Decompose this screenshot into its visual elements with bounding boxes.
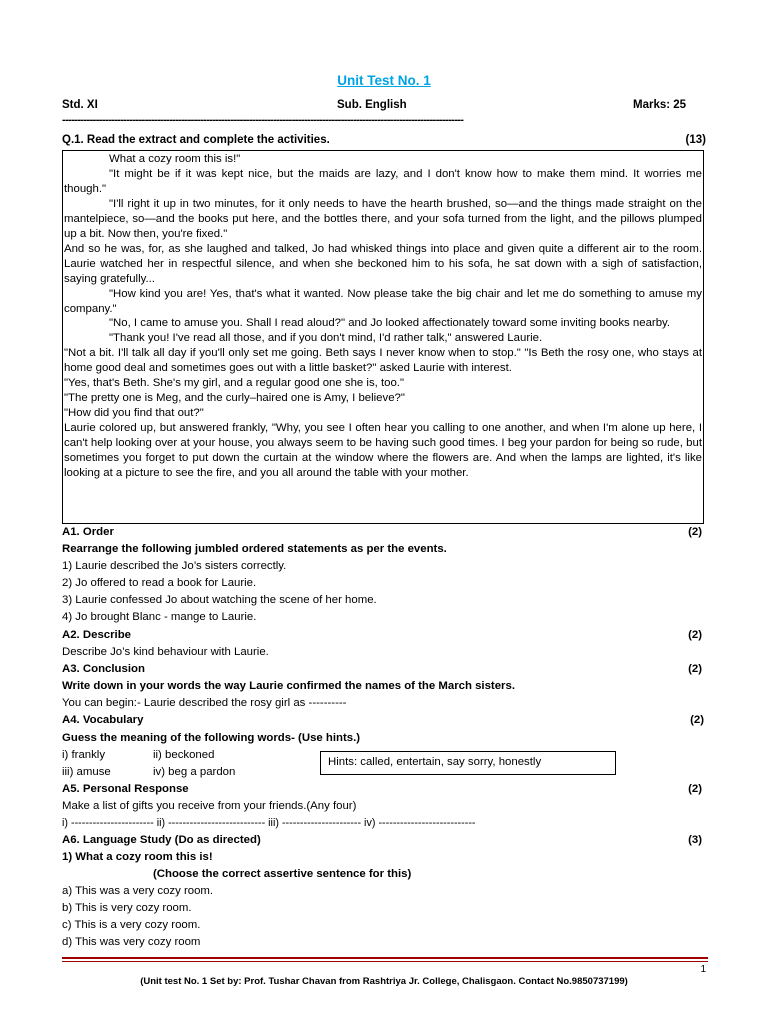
a1-item: 2) Jo offered to read a book for Laurie. xyxy=(62,577,257,589)
a1-instruction: Rearrange the following jumbled ordered statements as per the events. xyxy=(62,543,447,555)
a5-blanks: i) ----------------------- ii) --------------------------- iii) ---------------------- iv) --------------------------- xyxy=(62,817,476,829)
a5-title: A5. Personal Response xyxy=(62,783,189,795)
a6-option: a) This was a very cozy room. xyxy=(62,885,214,897)
a5-text: Make a list of gifts you receive from your friends.(Any four) xyxy=(62,800,357,812)
extract-paragraph: And so he was, for, as she laughed and talked, Jo had whisked things into place and given quite a different air to the room. Laurie watched her in respectful silence, and when she beckoned him to his sofa, he sat down with a sigh of satisfaction, saying gratefully... xyxy=(64,242,702,285)
a6-option: c) This is a very cozy room. xyxy=(62,919,201,931)
a6-heading xyxy=(62,833,702,847)
a2-marks: (2) xyxy=(688,629,702,641)
vocab-word: i) frankly xyxy=(62,749,106,761)
a4-instruction: Guess the meaning of the following words- (Use hints.) xyxy=(62,732,361,744)
extract-paragraph: "I'll right it up in two minutes, for it only needs to have the hearth brushed, so—and the things made straight on the mantelpiece, so—and the books put here, and the bottles there, and your sofa turned from the light, and the pillows plumped up a bit. Now then, you're fixed." xyxy=(64,197,702,240)
a6-option: d) This was very cozy room xyxy=(62,936,201,948)
a1-item: 3) Laurie confessed Jo about watching the scene of her home. xyxy=(62,594,377,606)
question-1-marks: (13) xyxy=(685,134,706,146)
extract-paragraph: Laurie colored up, but answered frankly, "Why, you see I often hear you calling to one another, and when I'm alone up here, I can't help looking over at your house, you always seem to be having such good times. I beg your pardon for being so rude, but sometimes you forget to put down the curtain at the window where the flowers are. And when the lamps are lighted, it's like looking at a picture to see the fire, and you all around the table with your mother. xyxy=(64,422,702,480)
question-1-heading xyxy=(62,134,706,146)
page-number: 1 xyxy=(700,964,706,975)
extract-paragraph: "Not a bit. I'll talk all day if you'll only set me going. Beth says I never know when to stop." "Is Beth the rosy one, who stays at home good deal and sometimes goes out with a little basket?" asked Laurie with interest. xyxy=(64,347,702,375)
footer-rule xyxy=(62,957,708,959)
a1-title: A1. Order xyxy=(62,526,114,538)
marks-label: Marks: 25 xyxy=(633,99,687,111)
a5-heading xyxy=(62,782,702,796)
extract-paragraph: "Thank you! I've read all those, and if you don't mind, I'd rather talk," answered Laurie. xyxy=(109,332,543,345)
a6-marks: (3) xyxy=(688,834,702,846)
a1-marks: (2) xyxy=(688,526,702,538)
a6-question: 1) What a cozy room this is! xyxy=(62,851,213,863)
extract-paragraph: "How kind you are! Yes, that's what it wanted. Now please take the big chair and let me do something to amuse my company." xyxy=(64,287,702,315)
vocab-word: ii) beckoned xyxy=(153,749,215,761)
footer-rule-thin xyxy=(62,961,708,962)
a2-title: A2. Describe xyxy=(62,629,132,641)
vocab-word: iv) beg a pardon xyxy=(153,766,236,778)
extract-paragraph: "Yes, that's Beth. She's my girl, and a regular good one she is, too." xyxy=(64,377,405,390)
extract-box xyxy=(62,150,704,524)
page-title: Unit Test No. 1 xyxy=(337,73,431,88)
extract-paragraph: "The pretty one is Meg, and the curly–haired one is Amy, I believe?" xyxy=(64,392,405,405)
a1-item: 1) Laurie described the Jo’s sisters correctly. xyxy=(62,560,287,572)
extract-paragraph: What a cozy room this is!" xyxy=(109,153,241,165)
extract-paragraph: "It might be if it was kept nice, but the maids are lazy, and I don't know how to make them mind. It worries me though." xyxy=(64,167,702,195)
a5-marks: (2) xyxy=(688,783,702,795)
a3-text: You can begin:- Laurie described the rosy girl as ---------- xyxy=(62,697,347,709)
subject-label: Sub. English xyxy=(337,99,407,111)
a3-marks: (2) xyxy=(688,663,702,675)
a1-heading xyxy=(62,525,702,539)
a6-option: b) This is very cozy room. xyxy=(62,902,192,914)
a2-text: Describe Jo’s kind behaviour with Laurie. xyxy=(62,646,269,658)
question-1-label: Q.1. Read the extract and complete the activities. xyxy=(62,134,330,146)
extract-paragraph: "How did you find that out?" xyxy=(64,407,204,420)
a6-instruction: (Choose the correct assertive sentence for this) xyxy=(153,868,412,880)
a4-heading xyxy=(62,713,702,727)
a1-item: 4) Jo brought Blanc - mange to Laurie. xyxy=(62,611,257,623)
extract-paragraph: "No, I came to amuse you. Shall I read aloud?" and Jo looked affectionately toward some inviting books nearby. xyxy=(109,317,671,330)
a3-instruction: Write down in your words the way Laurie confirmed the names of the March sisters. xyxy=(62,680,515,692)
a4-marks: (2) xyxy=(690,714,704,726)
a4-title: A4. Vocabulary xyxy=(62,714,144,726)
vocab-word: iii) amuse xyxy=(62,766,111,778)
standard-label: Std. XI xyxy=(62,99,98,111)
a3-title: A3. Conclusion xyxy=(62,663,145,675)
hints-box: Hints: called, entertain, say sorry, honestly xyxy=(320,751,616,775)
footer-credit: (Unit test No. 1 Set by: Prof. Tushar Chavan from Rashtriya Jr. College, Chalisgaon. Contact No.9850737199) xyxy=(140,976,628,987)
a6-title: A6. Language Study (Do as directed) xyxy=(62,834,261,846)
a3-heading xyxy=(62,662,702,676)
header-separator: ----------------------------------------------------------------------------------------------------------------------------------- xyxy=(62,114,464,126)
a2-heading xyxy=(62,628,702,642)
